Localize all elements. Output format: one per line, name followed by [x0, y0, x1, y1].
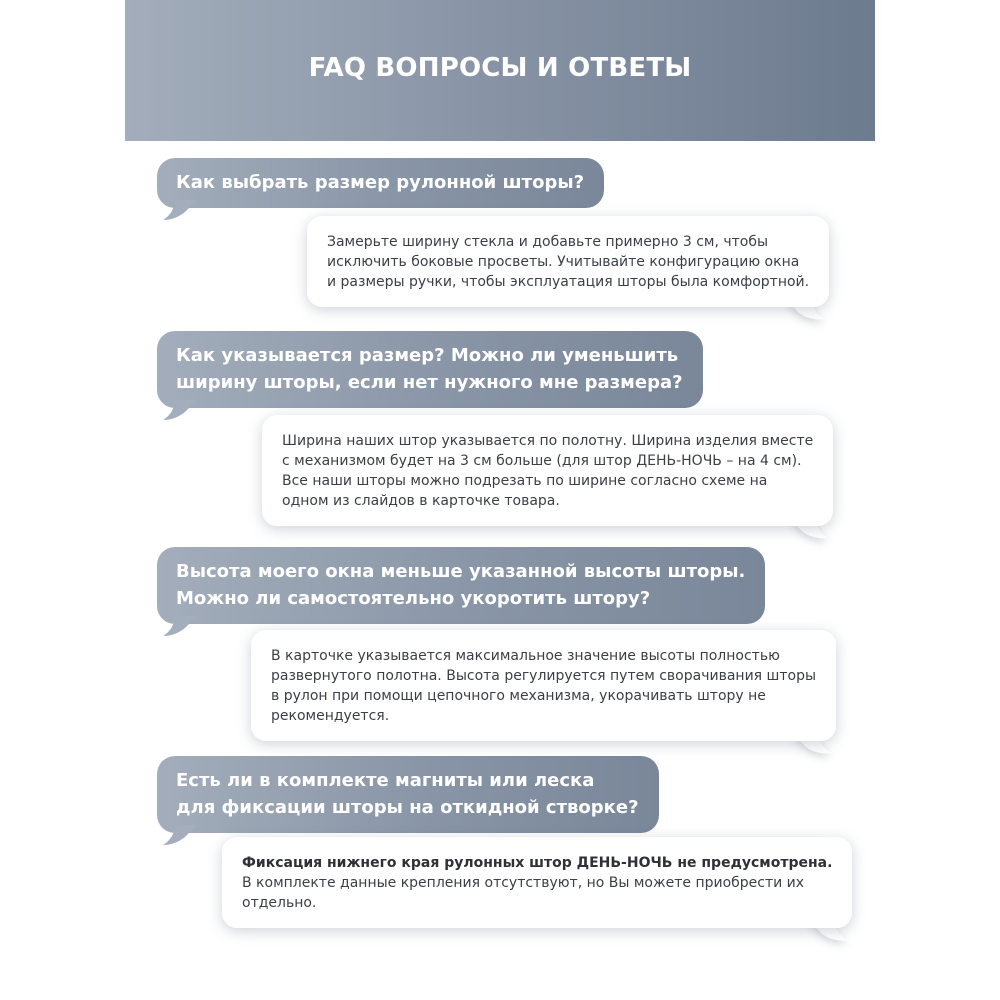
answer-text-line: Фиксация нижнего края рулонных штор ДЕНЬ-НОЧЬ не предусмотрена. — [242, 855, 833, 871]
question-text-line: для фиксации шторы на откидной створке? — [176, 797, 639, 818]
answer-text-line: в рулон при помощи цепочного механизма, укорачивать штору не — [271, 688, 766, 704]
answer-bubble-2 — [262, 415, 833, 526]
question-text-line: ширину шторы, если нет нужного мне размера? — [176, 372, 683, 393]
header-banner — [125, 0, 875, 141]
answer-text-line: с механизмом будет на 3 см больше (для штор ДЕНЬ-НОЧЬ – на 4 см). — [282, 453, 802, 469]
question-text-line: Есть ли в комплекте магниты или леска — [176, 770, 595, 791]
question-bubble-2 — [157, 331, 703, 408]
question-text-line: Можно ли самостоятельно укоротить штору? — [176, 588, 651, 609]
answer-text-line: исключить боковые просветы. Учитывайте конфигурацию окна — [327, 254, 800, 270]
question-text-line: Как указывается размер? Можно ли уменьшить — [176, 345, 679, 366]
answer-text-line: Все наши шторы можно подрезать по ширине согласно схеме на — [282, 473, 768, 489]
answer-text-line: В комплекте данные крепления отсутствуют, но Вы можете приобрести их — [242, 875, 805, 891]
question-text-line: Высота моего окна меньше указанной высоты шторы. — [176, 561, 746, 582]
question-text-line: Как выбрать размер рулонной шторы? — [176, 172, 585, 193]
answer-text-line: рекомендуется. — [271, 708, 390, 724]
question-bubble-4 — [157, 756, 659, 833]
answer-text-line: развернутого полотна. Высота регулируется путем сворачивания шторы — [271, 668, 817, 684]
answer-bubble-3 — [251, 630, 836, 741]
answer-text-line: Ширина наших штор указывается по полотну. Ширина изделия вместе — [282, 433, 814, 449]
answer-text-line: одном из слайдов в карточке товара. — [282, 493, 560, 509]
question-bubble-tail — [163, 400, 197, 422]
answer-text-line: Замерьте ширину стекла и добавьте примерно 3 см, чтобы — [327, 234, 769, 250]
answer-text-line: и размеры ручки, чтобы эксплуатация шторы была комфортной. — [327, 274, 810, 290]
question-bubble-tail — [163, 200, 197, 222]
question-bubble-tail — [163, 616, 197, 638]
answer-bubble-1 — [307, 216, 829, 307]
answer-text-line: отдельно. — [242, 895, 317, 911]
page-title: FAQ ВОПРОСЫ И ОТВЕТЫ — [308, 53, 692, 83]
question-bubble-1 — [157, 158, 604, 208]
answer-text-line: В карточке указывается максимальное значение высоты полностью — [271, 648, 780, 664]
answer-bubble-4 — [222, 837, 852, 928]
question-bubble-3 — [157, 547, 765, 624]
question-bubble-tail — [163, 825, 197, 847]
